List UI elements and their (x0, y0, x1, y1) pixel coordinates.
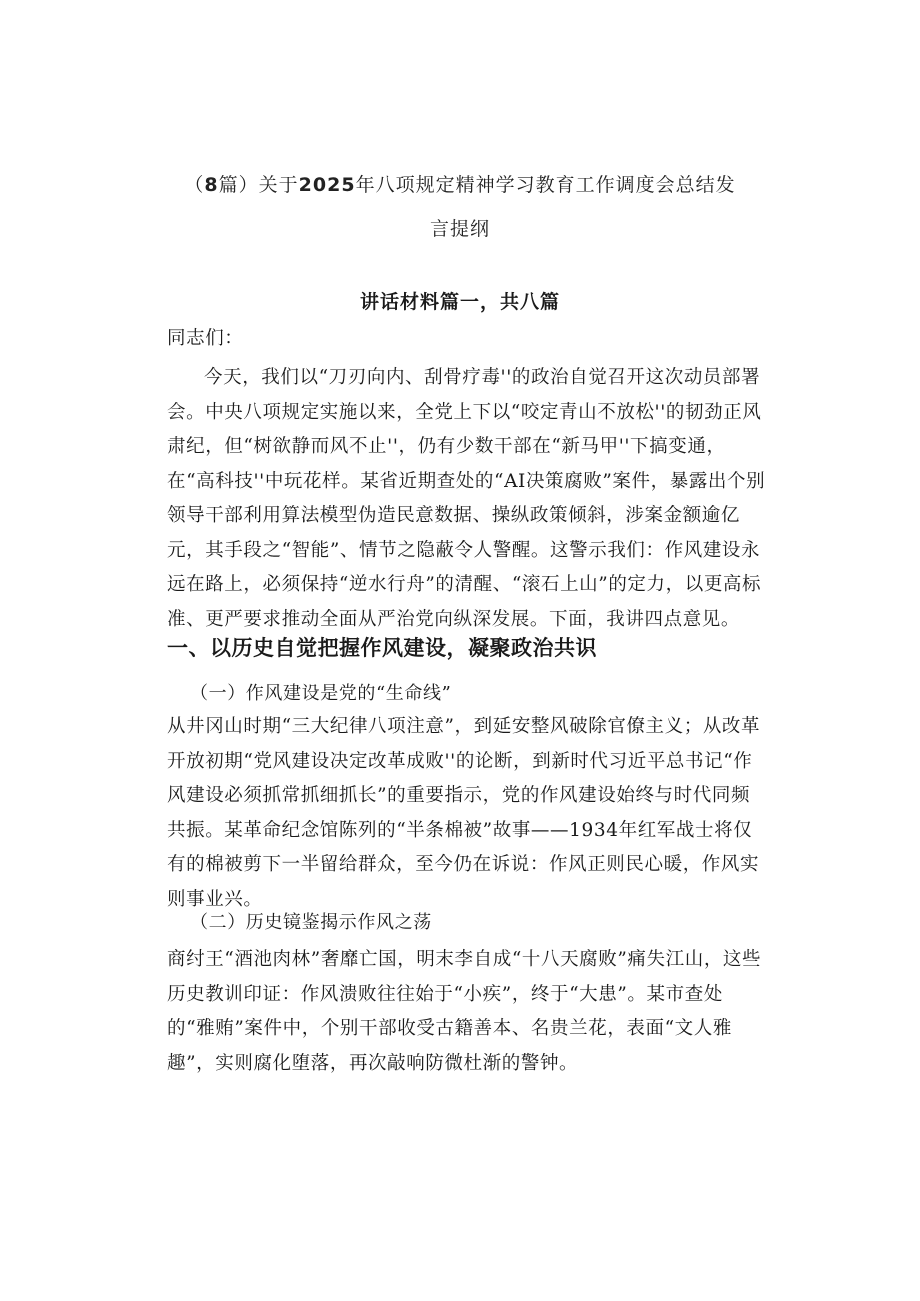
section-heading-1: 一、以历史自觉把握作风建设，凝聚政治共识 (167, 636, 597, 660)
title-year: 2025 (298, 174, 356, 196)
subsection-heading-2: （二）历史镜鉴揭示作风之荡 (190, 912, 432, 933)
subsection-paragraph-1 (167, 710, 767, 917)
intro-paragraph-text: 今天，我们以“刀刃向内、刮骨疗毒''的政治自觉召开这次动员部署会。中央八项规定实施以来，全党上下以“咬定青山不放松''的韧劲正风肃纪，但“树欲静而风不止''，仍有少数干部在“新马甲''下搞变通，在“高科技''中玩花样。某省近期查处的“AI决策腐败”案件，暴露出个别领导干部利用算法模型伪造民意数据、操纵政策倾斜，涉案金额逾亿元，其手段之“智能”、情节之隐蔽令人警醒。这警示我们：作风建设永远在路上，必须保持“逆水行舟”的清醒、“滚石上山”的定力，以更高标准、更严要求推动全面从严治党向纵深发展。下面，我讲四点意见。 (167, 367, 766, 630)
title-text-a: 篇）关于 (218, 174, 299, 196)
subsection-heading-1: （一）作风建设是党的“生命线” (190, 683, 452, 704)
title-text-b: 年八项规定精神学习教育工作调度会总结发 (355, 174, 736, 196)
document-title-line1 (0, 170, 920, 197)
document-subtitle: 讲话材料篇一，共八篇 (359, 291, 560, 313)
intro-paragraph (167, 361, 767, 637)
subsection-paragraph-2-text: 商纣王“酒池肉林”奢靡亡国，明末李自成“十八天腐败”痛失江山，这些历史教训印证：作风溃败往往始于“小疾”，终于“大患”。某市查处的“雅贿”案件中，个别干部收受古籍善本、名贵兰花，表面“文人雅趣”，实则腐化堕落，再次敲响防微杜渐的警钟。 (167, 949, 762, 1074)
subsection-paragraph-1-text: 从井冈山时期“三大纪律八项注意”，到延安整风破除官僚主义；从改革开放初期“党风建设决定改革成败''的论断，到新时代习近平总书记“作风建设必须抓常抓细抓长”的重要指示，党的作风建设始终与时代同频共振。某革命纪念馆陈列的“半条棉被”故事——1934年红军战士将仅有的棉被剪下一半留给群众，至今仍在诉说：作风正则民心暖，作风实则事业兴。 (167, 716, 761, 910)
subsection-paragraph-2 (167, 943, 767, 1081)
title-count: 8 (204, 174, 219, 196)
greeting: 同志们： (167, 328, 244, 349)
title-paren: （ (184, 174, 205, 196)
document-title-line2: 言提纲 (429, 218, 490, 240)
